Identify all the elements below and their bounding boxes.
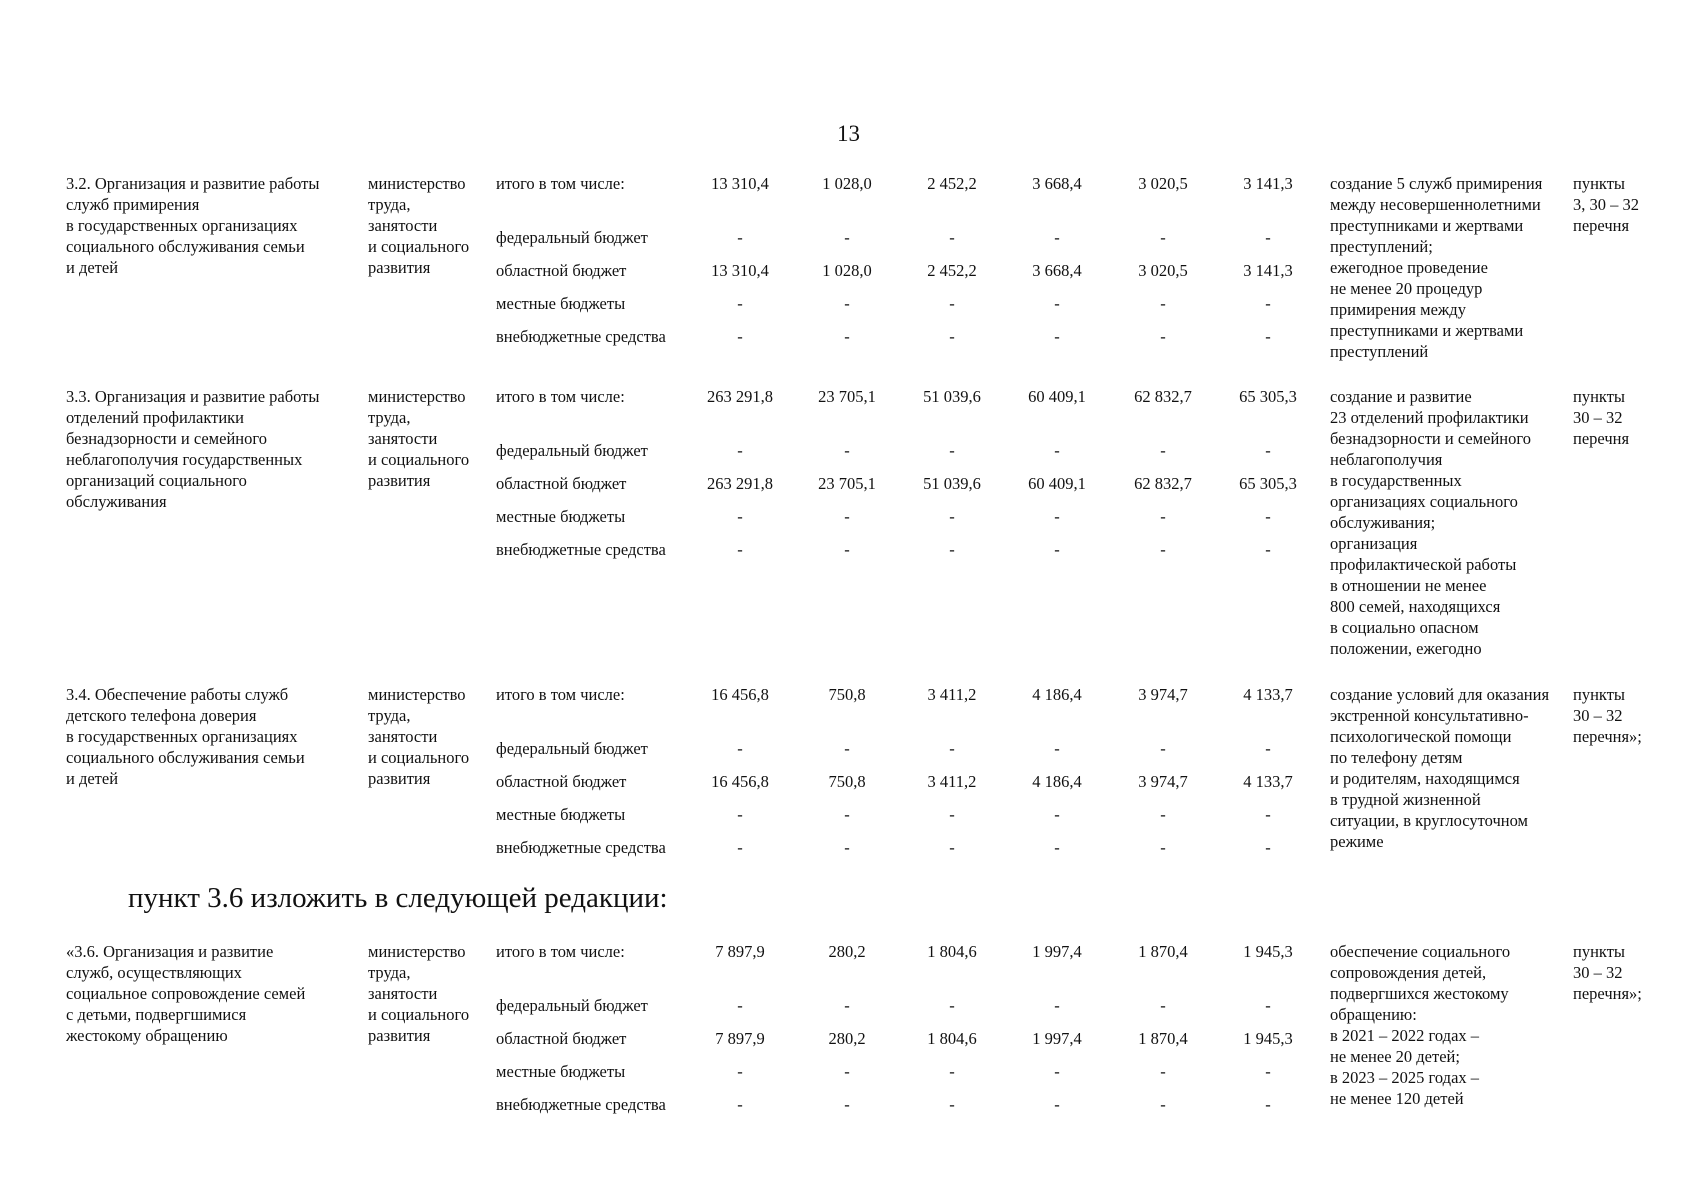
year-column xyxy=(1007,173,1107,359)
amount-value: - xyxy=(1054,327,1060,346)
amount-value: 23 705,1 xyxy=(818,387,876,406)
amount-value: - xyxy=(1054,1095,1060,1114)
amount-value: - xyxy=(737,327,743,346)
budget-labels xyxy=(496,173,696,359)
amount-value: - xyxy=(1054,540,1060,559)
amount-value: - xyxy=(844,540,850,559)
measure-name: «3.6. Организация и развитие служб, осуществляющих социальное сопровождение семей с детьми, подвергшимися жестокому обращению xyxy=(66,942,306,1045)
amount-value: - xyxy=(1265,540,1271,559)
amount-value: - xyxy=(844,996,850,1015)
expected-result: создание условий для оказания экстренной консультативно- психологической помощи по телефону детям и родителям, находящимся в трудной жизненной ситуации, в круглосуточном режиме xyxy=(1330,685,1550,851)
year-column xyxy=(797,684,897,870)
amount-value: - xyxy=(1265,228,1271,247)
executor: министерство труда, занятости и социального развития xyxy=(368,387,470,490)
year-column xyxy=(1218,684,1318,870)
amount-value: - xyxy=(949,327,955,346)
year-column xyxy=(1113,173,1213,359)
amount-value: - xyxy=(1054,507,1060,526)
budget-label: внебюджетные средства xyxy=(496,327,666,346)
amount-value: 13 310,4 xyxy=(711,174,769,193)
amount-value: - xyxy=(949,294,955,313)
amount-value: - xyxy=(949,1095,955,1114)
amount-value: - xyxy=(844,739,850,758)
amount-value: 3 141,3 xyxy=(1243,174,1293,193)
amount-value: - xyxy=(1265,739,1271,758)
executor: министерство труда, занятости и социального развития xyxy=(368,174,470,277)
budget-label: итого в том числе: xyxy=(496,387,625,406)
amount-value: - xyxy=(1265,1062,1271,1081)
amount-value: 23 705,1 xyxy=(818,474,876,493)
amount-value: - xyxy=(737,1062,743,1081)
amount-value: 280,2 xyxy=(828,1029,866,1048)
amount-value: 280,2 xyxy=(828,942,866,961)
budget-label: областной бюджет xyxy=(496,474,627,493)
amount-value: 3 020,5 xyxy=(1138,174,1188,193)
budget-labels xyxy=(496,941,696,1127)
amount-value: 51 039,6 xyxy=(923,474,981,493)
amount-value: - xyxy=(844,507,850,526)
amount-value: - xyxy=(1265,805,1271,824)
budget-labels xyxy=(496,684,696,870)
amount-value: 4 186,4 xyxy=(1032,772,1082,791)
amount-value: - xyxy=(1160,228,1166,247)
year-column xyxy=(690,173,790,359)
amount-value: - xyxy=(949,1062,955,1081)
amount-value: 1 804,6 xyxy=(927,1029,977,1048)
amount-value: 4 133,7 xyxy=(1243,772,1293,791)
amount-value: - xyxy=(949,507,955,526)
budget-label: федеральный бюджет xyxy=(496,228,648,247)
amount-value: - xyxy=(844,441,850,460)
year-column xyxy=(1007,941,1107,1127)
year-column xyxy=(902,684,1002,870)
amount-value: - xyxy=(1265,327,1271,346)
amount-value: 16 456,8 xyxy=(711,685,769,704)
amount-value: - xyxy=(737,507,743,526)
executor: министерство труда, занятости и социального развития xyxy=(368,685,470,788)
amount-value: - xyxy=(737,228,743,247)
amount-value: 2 452,2 xyxy=(927,261,977,280)
reference: пункты 3, 30 – 32 перечня xyxy=(1573,174,1639,235)
amount-value: - xyxy=(1265,1095,1271,1114)
year-column xyxy=(690,386,790,572)
amount-value: 65 305,3 xyxy=(1239,474,1297,493)
budget-label: областной бюджет xyxy=(496,772,627,791)
amount-value: - xyxy=(1160,1062,1166,1081)
amount-value: - xyxy=(1265,996,1271,1015)
amount-value: 7 897,9 xyxy=(715,1029,765,1048)
amount-value: 60 409,1 xyxy=(1028,474,1086,493)
amount-value: - xyxy=(1054,441,1060,460)
amount-value: 1 997,4 xyxy=(1032,1029,1082,1048)
amount-value: - xyxy=(1054,838,1060,857)
amount-value: - xyxy=(737,739,743,758)
amount-value: - xyxy=(1160,327,1166,346)
amount-value: - xyxy=(1054,228,1060,247)
amount-value: 1 945,3 xyxy=(1243,1029,1293,1048)
budget-label: областной бюджет xyxy=(496,1029,627,1048)
amount-value: 2 452,2 xyxy=(927,174,977,193)
amount-value: - xyxy=(949,540,955,559)
amount-value: 263 291,8 xyxy=(707,474,773,493)
amount-value: 62 832,7 xyxy=(1134,474,1192,493)
budget-labels xyxy=(496,386,696,572)
year-column xyxy=(797,386,897,572)
amount-value: 3 668,4 xyxy=(1032,261,1082,280)
amount-value: - xyxy=(844,294,850,313)
year-column xyxy=(902,941,1002,1127)
budget-label: местные бюджеты xyxy=(496,805,626,824)
budget-label: итого в том числе: xyxy=(496,174,625,193)
amount-value: 13 310,4 xyxy=(711,261,769,280)
amount-value: 263 291,8 xyxy=(707,387,773,406)
amount-value: - xyxy=(1160,507,1166,526)
amount-value: 1 804,6 xyxy=(927,942,977,961)
amount-value: - xyxy=(1160,739,1166,758)
amount-value: 750,8 xyxy=(828,685,866,704)
amount-value: - xyxy=(844,838,850,857)
amount-value: - xyxy=(737,996,743,1015)
amount-value: 1 028,0 xyxy=(822,174,872,193)
budget-label: федеральный бюджет xyxy=(496,441,648,460)
amount-value: - xyxy=(1160,540,1166,559)
amount-value: - xyxy=(1160,294,1166,313)
year-column xyxy=(1113,941,1213,1127)
amount-value: - xyxy=(949,996,955,1015)
measure-name: 3.2. Организация и развитие работы служб примирения в государственных организациях социального обслуживания семьи и детей xyxy=(66,174,320,277)
amount-value: - xyxy=(1054,294,1060,313)
budget-label: внебюджетные средства xyxy=(496,838,666,857)
amount-value: 3 411,2 xyxy=(927,685,977,704)
amount-value: - xyxy=(1054,996,1060,1015)
amount-value: - xyxy=(1265,294,1271,313)
year-column xyxy=(1218,386,1318,572)
budget-label: внебюджетные средства xyxy=(496,540,666,559)
budget-label: итого в том числе: xyxy=(496,685,625,704)
amount-value: - xyxy=(844,805,850,824)
amount-value: 3 974,7 xyxy=(1138,685,1188,704)
amount-value: 65 305,3 xyxy=(1239,387,1297,406)
year-column xyxy=(1218,173,1318,359)
amount-value: - xyxy=(1160,1095,1166,1114)
amount-value: - xyxy=(844,327,850,346)
year-column xyxy=(1218,941,1318,1127)
amount-value: - xyxy=(1265,838,1271,857)
amount-value: 16 456,8 xyxy=(711,772,769,791)
amount-value: - xyxy=(844,1095,850,1114)
amount-value: - xyxy=(1160,441,1166,460)
budget-label: местные бюджеты xyxy=(496,294,626,313)
year-column xyxy=(690,941,790,1127)
amount-value: - xyxy=(1265,507,1271,526)
budget-label: федеральный бюджет xyxy=(496,739,648,758)
amount-value: - xyxy=(1160,805,1166,824)
budget-label: итого в том числе: xyxy=(496,942,625,961)
amount-value: 1 870,4 xyxy=(1138,942,1188,961)
amount-value: - xyxy=(1265,441,1271,460)
budget-label: внебюджетные средства xyxy=(496,1095,666,1114)
amount-value: 3 141,3 xyxy=(1243,261,1293,280)
reference: пункты 30 – 32 перечня xyxy=(1573,387,1630,448)
amount-value: 3 668,4 xyxy=(1032,174,1082,193)
amount-value: - xyxy=(949,441,955,460)
amount-value: 60 409,1 xyxy=(1028,387,1086,406)
year-column xyxy=(902,386,1002,572)
year-column xyxy=(797,941,897,1127)
budget-label: местные бюджеты xyxy=(496,1062,626,1081)
measure-name: 3.4. Обеспечение работы служб детского телефона доверия в государственных организациях социального обслуживания семьи и детей xyxy=(66,685,305,788)
amount-value: 1 870,4 xyxy=(1138,1029,1188,1048)
amount-value: 3 020,5 xyxy=(1138,261,1188,280)
year-column xyxy=(1113,684,1213,870)
amount-value: - xyxy=(949,805,955,824)
amount-value: - xyxy=(949,838,955,857)
amount-value: - xyxy=(737,441,743,460)
amount-value: 7 897,9 xyxy=(715,942,765,961)
year-column xyxy=(797,173,897,359)
reference: пункты 30 – 32 перечня»; xyxy=(1573,942,1642,1003)
amount-value: 1 028,0 xyxy=(822,261,872,280)
amount-value: - xyxy=(844,1062,850,1081)
year-column xyxy=(690,684,790,870)
amount-value: 3 411,2 xyxy=(927,772,977,791)
year-column xyxy=(1007,684,1107,870)
amount-value: 51 039,6 xyxy=(923,387,981,406)
amount-value: - xyxy=(737,540,743,559)
expected-result: создание 5 служб примирения между несовершеннолетними преступниками и жертвами преступлений; ежегодное проведение не менее 20 процедур примирения между преступниками и жертвами преступлений xyxy=(1330,174,1543,361)
amount-value: - xyxy=(1160,838,1166,857)
amount-value: 750,8 xyxy=(828,772,866,791)
measure-name: 3.3. Организация и развитие работы отделений профилактики безнадзорности и семейного неблагополучия государственных организаций социального обслуживания xyxy=(66,387,320,511)
amount-value: - xyxy=(844,228,850,247)
amount-value: - xyxy=(1054,1062,1060,1081)
expected-result: обеспечение социального сопровождения детей, подвергшихся жестокому обращению: в 2021 – 2022 годах – не менее 20 детей; в 2023 – 2025 годах – не менее 120 детей xyxy=(1330,942,1511,1108)
amount-value: - xyxy=(1160,996,1166,1015)
amount-value: - xyxy=(737,1095,743,1114)
amount-value: - xyxy=(737,838,743,857)
amount-value: 4 133,7 xyxy=(1243,685,1293,704)
expected-result: создание и развитие 23 отделений профилактики безнадзорности и семейного неблагополучия в государственных организациях социального обслуживания; организация профилактической работы в отношении не менее 800 семей, находящихся в социально опасном положении, ежегодно xyxy=(1330,387,1531,658)
amount-value: - xyxy=(1054,805,1060,824)
amount-value: - xyxy=(737,805,743,824)
executor: министерство труда, занятости и социального развития xyxy=(368,942,470,1045)
year-column xyxy=(1113,386,1213,572)
amount-value: - xyxy=(949,739,955,758)
reference: пункты 30 – 32 перечня»; xyxy=(1573,685,1642,746)
amount-value: 4 186,4 xyxy=(1032,685,1082,704)
amount-value: 3 974,7 xyxy=(1138,772,1188,791)
budget-label: федеральный бюджет xyxy=(496,996,648,1015)
year-column xyxy=(1007,386,1107,572)
amount-value: 62 832,7 xyxy=(1134,387,1192,406)
amount-value: 1 997,4 xyxy=(1032,942,1082,961)
amount-value: - xyxy=(737,294,743,313)
amount-value: - xyxy=(949,228,955,247)
budget-label: областной бюджет xyxy=(496,261,627,280)
page-number: 13 xyxy=(837,121,860,146)
section-heading: пункт 3.6 изложить в следующей редакции: xyxy=(128,882,668,914)
year-column xyxy=(902,173,1002,359)
amount-value: - xyxy=(1054,739,1060,758)
amount-value: 1 945,3 xyxy=(1243,942,1293,961)
budget-label: местные бюджеты xyxy=(496,507,626,526)
